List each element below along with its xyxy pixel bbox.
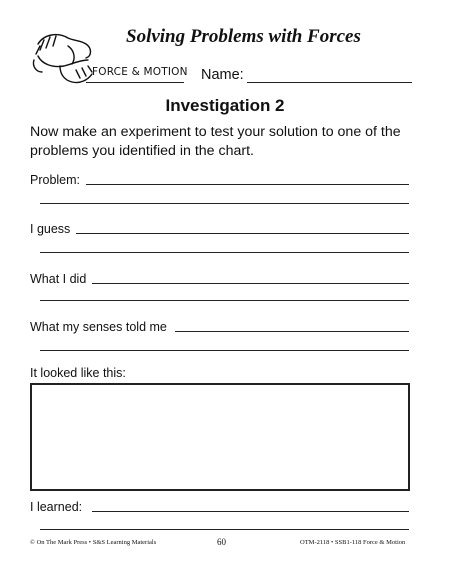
guess-line-2[interactable]: [40, 252, 409, 253]
drawing-box[interactable]: [30, 383, 410, 491]
what-i-did-line-2[interactable]: [40, 300, 409, 301]
problem-line-2[interactable]: [40, 203, 409, 204]
section-heading: Investigation 2: [165, 96, 285, 115]
learned-line-2[interactable]: [40, 529, 409, 530]
hands-logo-icon: [30, 26, 102, 88]
senses-line-1[interactable]: [175, 331, 409, 332]
problem-label: Problem:: [30, 173, 81, 187]
topic-underline: [86, 82, 184, 83]
learned-line-1[interactable]: [92, 511, 409, 512]
instructions-text: Now make an experiment to test your solution to one of the problems you identified in the chart.: [30, 124, 401, 159]
senses-label: What my senses told me: [30, 320, 167, 334]
what-i-did-label: What I did: [30, 272, 87, 286]
what-i-did-line-1[interactable]: [92, 283, 409, 284]
page-number: 60: [217, 537, 226, 547]
footer-product-code: OTM-2118 • SSB1-118 Force & Motion: [300, 539, 406, 546]
senses-line-2[interactable]: [40, 350, 409, 351]
guess-label: I guess: [30, 222, 71, 236]
looked-like-label: It looked like this:: [30, 366, 126, 380]
name-line[interactable]: [247, 82, 412, 83]
problem-line-1[interactable]: [86, 184, 409, 185]
learned-label: I learned:: [30, 500, 83, 514]
name-label: Name:: [201, 67, 244, 83]
guess-line-1[interactable]: [76, 233, 409, 234]
worksheet-title: Solving Problems with Forces: [126, 26, 361, 47]
topic-label: FORCE & MOTION: [92, 66, 188, 78]
footer-copyright: © On The Mark Press • S&S Learning Materials: [30, 539, 157, 546]
